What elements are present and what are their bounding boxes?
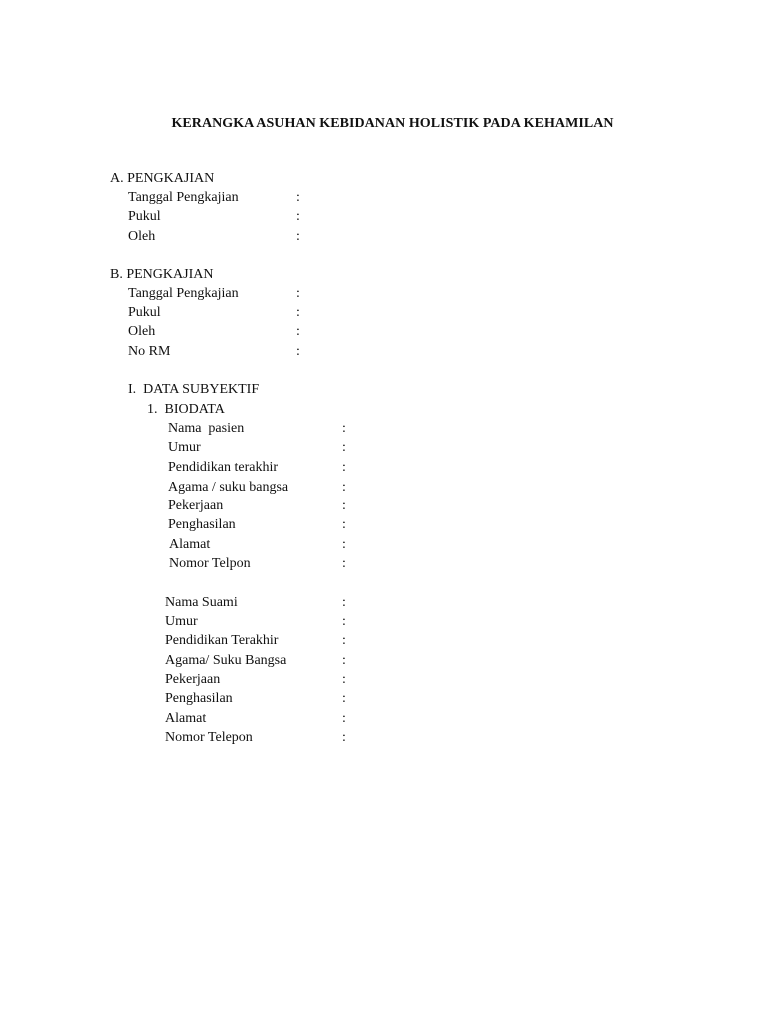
section-a-field-colon: :: [296, 229, 300, 244]
husband-field-colon: :: [342, 691, 346, 706]
husband-field-label: Nama Suami: [165, 595, 238, 610]
data-subyektif-heading: I. DATA SUBYEKTIF: [128, 382, 260, 397]
biodata-heading: 1. BIODATA: [147, 402, 225, 417]
patient-field-label: Alamat: [169, 537, 211, 552]
document-title: KERANGKA ASUHAN KEBIDANAN HOLISTIK PADA KEHAMILAN: [171, 116, 614, 131]
section-a-field-colon: :: [296, 190, 300, 205]
section-a-field-label: Oleh: [128, 229, 156, 244]
patient-field-label: Nomor Telpon: [169, 556, 251, 571]
patient-field-label: Nama pasien: [168, 421, 245, 436]
husband-field-label: Agama/ Suku Bangsa: [165, 653, 287, 668]
husband-field-label: Umur: [165, 614, 198, 629]
section-a-field-colon: :: [296, 209, 300, 224]
section-a-field-label: Pukul: [128, 209, 161, 224]
husband-field-label: Pendidikan Terakhir: [165, 633, 279, 648]
patient-field-label: Penghasilan: [168, 517, 236, 532]
husband-field-label: Penghasilan: [165, 691, 233, 706]
patient-field-label: Pekerjaan: [168, 498, 224, 513]
section-b-field-colon: :: [296, 286, 300, 301]
section-b-field-colon: :: [296, 305, 300, 320]
section-b-field-colon: :: [296, 324, 300, 339]
patient-field-colon: :: [342, 460, 346, 475]
patient-field-label: Agama / suku bangsa: [168, 480, 289, 495]
husband-field-colon: :: [342, 730, 346, 745]
husband-field-colon: :: [342, 711, 346, 726]
section-b-field-colon: :: [296, 344, 300, 359]
section-b-field-label: Pukul: [128, 305, 161, 320]
patient-field-colon: :: [342, 517, 346, 532]
husband-field-colon: :: [342, 672, 346, 687]
section-b-field-label: No RM: [128, 344, 171, 359]
husband-field-colon: :: [342, 633, 346, 648]
patient-field-colon: :: [342, 556, 346, 571]
patient-field-colon: :: [342, 440, 346, 455]
patient-field-label: Umur: [168, 440, 201, 455]
husband-field-colon: :: [342, 595, 346, 610]
husband-field-label: Alamat: [165, 711, 207, 726]
husband-field-label: Pekerjaan: [165, 672, 221, 687]
section-b-heading: B. PENGKAJIAN: [110, 267, 214, 282]
section-a-heading: A. PENGKAJIAN: [110, 171, 215, 186]
patient-field-label: Pendidikan terakhir: [168, 460, 279, 475]
husband-field-colon: :: [342, 614, 346, 629]
patient-field-colon: :: [342, 537, 346, 552]
patient-field-colon: :: [342, 480, 346, 495]
patient-field-colon: :: [342, 421, 346, 436]
husband-field-label: Nomor Telepon: [165, 730, 253, 745]
section-b-field-label: Oleh: [128, 324, 156, 339]
section-a-field-label: Tanggal Pengkajian: [128, 190, 239, 205]
patient-field-colon: :: [342, 498, 346, 513]
husband-field-colon: :: [342, 653, 346, 668]
section-b-field-label: Tanggal Pengkajian: [128, 286, 239, 301]
